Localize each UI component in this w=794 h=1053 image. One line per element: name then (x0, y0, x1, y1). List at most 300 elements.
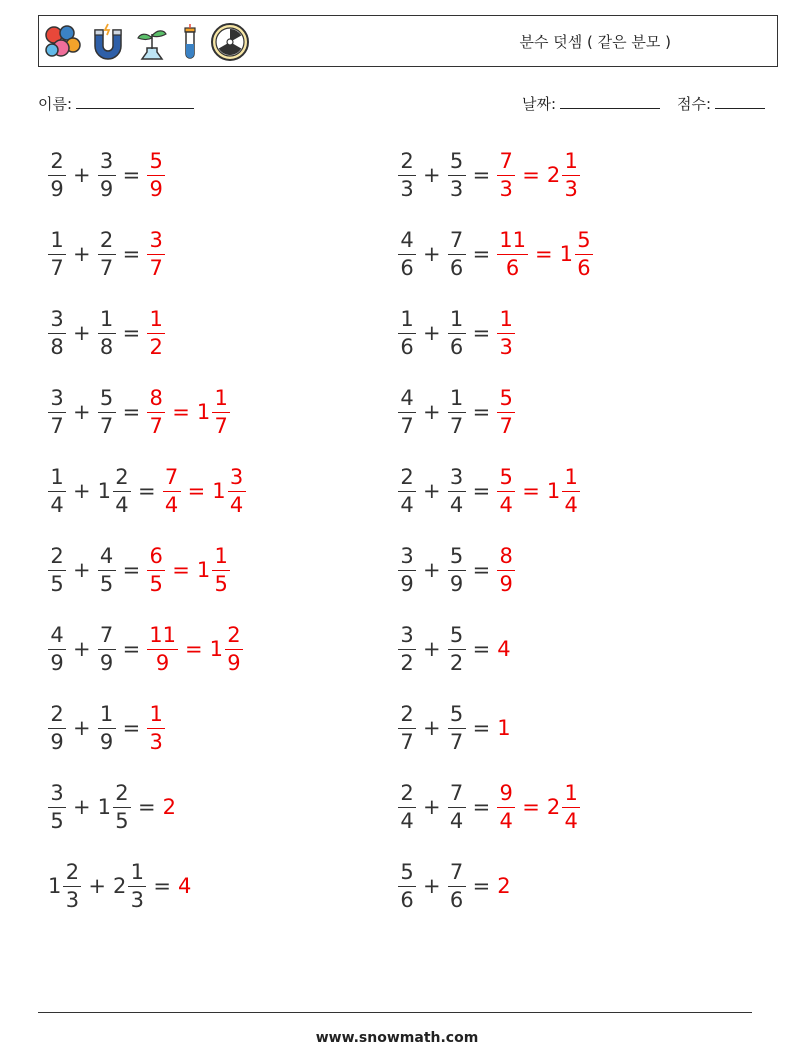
answer-equals-sign: = (522, 163, 540, 187)
answer-number (495, 874, 510, 898)
name-field[interactable] (38, 93, 194, 114)
problem-item (396, 535, 517, 605)
answer-fraction (575, 227, 593, 280)
addend-b-number (446, 780, 468, 833)
addend-a-fraction (398, 543, 416, 596)
addend-a-denominator: 6 (400, 334, 414, 359)
addend-a-numerator: 3 (48, 388, 66, 413)
answer (495, 874, 510, 898)
equals-sign: = (122, 558, 141, 582)
answer-number (145, 148, 167, 201)
addend-b-number (96, 148, 118, 201)
addend-b-fraction (113, 464, 131, 517)
answer-number (145, 385, 167, 438)
addend-b-number (446, 227, 468, 280)
problem-item (46, 377, 232, 447)
problem-item (46, 140, 167, 210)
answer-denominator: 9 (499, 571, 513, 596)
answer-denominator: 5 (149, 571, 163, 596)
answer-number (145, 622, 180, 675)
plus-sign: + (73, 321, 91, 345)
answer-numerator: 3 (228, 467, 246, 492)
addend-a-numerator: 2 (48, 704, 66, 729)
equals-sign: = (137, 795, 156, 819)
answer-numerator: 7 (163, 467, 181, 492)
problem-item (396, 298, 517, 368)
addend-b-number (96, 464, 133, 517)
addend-b-numerator: 7 (98, 625, 116, 650)
answer (145, 385, 232, 438)
answer-number (495, 227, 530, 280)
addend-b-fraction (448, 227, 466, 280)
addend-b-numerator: 1 (448, 388, 466, 413)
answer (145, 306, 167, 359)
equals-sign: = (122, 637, 141, 661)
answer-whole: 1 (196, 400, 211, 424)
addend-b-fraction (448, 701, 466, 754)
equals-sign: = (472, 163, 491, 187)
answer-denominator: 3 (564, 176, 578, 201)
addend-a-denominator: 9 (50, 176, 64, 201)
answer-number (495, 464, 517, 517)
addend-a-denominator: 5 (50, 808, 64, 833)
plus-sign: + (423, 558, 441, 582)
date-field[interactable] (522, 93, 660, 114)
plus-sign: + (423, 400, 441, 424)
addend-a-fraction (398, 464, 416, 517)
score-label: 점수: (677, 95, 712, 113)
answer-denominator: 7 (149, 413, 163, 438)
addend-a-fraction (398, 622, 416, 675)
addend-a-denominator: 4 (400, 492, 414, 517)
equals-sign: = (472, 400, 491, 424)
answer (145, 227, 167, 280)
addend-b-denominator: 4 (115, 492, 129, 517)
addend-a-numerator: 2 (398, 151, 416, 176)
answer-equals-sign: = (172, 400, 190, 424)
equals-sign: = (472, 795, 491, 819)
addend-b-numerator: 2 (98, 230, 116, 255)
addend-b-denominator: 3 (449, 176, 464, 201)
answer-numerator: 5 (497, 388, 515, 413)
answer-fraction (225, 622, 243, 675)
addend-a-fraction (48, 622, 66, 675)
answer-number (558, 227, 595, 280)
answer-whole: 1 (209, 637, 223, 661)
addend-a-fraction (398, 780, 416, 833)
problem-item (46, 298, 167, 368)
answer-whole: 2 (162, 795, 176, 819)
answer-whole: 4 (497, 637, 511, 661)
equals-sign: = (122, 400, 141, 424)
answer-fraction (497, 227, 528, 280)
addend-a-denominator: 3 (65, 887, 80, 912)
addend-a-denominator: 6 (400, 887, 414, 912)
addend-a-number (396, 385, 418, 438)
answer-fraction (163, 464, 181, 517)
addend-a-number (396, 622, 418, 675)
answer-fraction (147, 622, 178, 675)
score-blank-line[interactable] (715, 94, 765, 109)
problem-item (46, 456, 248, 526)
addend-a-fraction (398, 227, 416, 280)
answer (495, 716, 510, 740)
answer-whole: 1 (212, 479, 226, 503)
answer-number (161, 464, 183, 517)
worksheet-title: 분수 덧셈 ( 같은 분모 ) (519, 33, 671, 51)
problem-item (396, 377, 517, 447)
answer-fraction (497, 385, 515, 438)
plus-sign: + (73, 242, 91, 266)
addend-b-number (446, 701, 468, 754)
equals-sign: = (122, 716, 141, 740)
problem-item (396, 219, 595, 289)
worksheet-header (38, 15, 778, 67)
answer-denominator: 4 (564, 492, 578, 517)
answer-denominator: 4 (164, 492, 179, 517)
addend-b-fraction (448, 780, 466, 833)
addend-a-fraction (48, 701, 66, 754)
answer (495, 227, 595, 280)
addend-a-number (46, 780, 68, 833)
addend-b-number (446, 543, 468, 596)
answer-whole: 4 (177, 874, 192, 898)
answer-fraction (147, 543, 165, 596)
name-blank-line[interactable] (76, 94, 194, 109)
answer-numerator: 7 (497, 151, 515, 176)
answer-denominator: 4 (499, 808, 513, 833)
answer-numerator: 1 (147, 309, 165, 334)
addend-a-numerator: 3 (48, 309, 66, 334)
addend-a-denominator: 6 (400, 255, 414, 280)
answer-fraction (147, 306, 165, 359)
answer-number (545, 464, 582, 517)
answer-numerator: 1 (562, 151, 580, 176)
problem-item (396, 456, 582, 526)
addend-a-fraction (48, 780, 66, 833)
equals-sign: = (472, 242, 491, 266)
answer-fraction (562, 148, 580, 201)
problem-item (46, 772, 176, 842)
addend-b-numerator: 5 (448, 704, 466, 729)
addend-b-fraction (448, 306, 466, 359)
plus-sign: + (73, 558, 91, 582)
answer-number (145, 543, 167, 596)
addend-b-number (446, 306, 468, 359)
addend-b-fraction (448, 464, 466, 517)
answer-whole: 2 (546, 163, 561, 187)
addend-b-number (446, 148, 468, 201)
answer (145, 148, 167, 201)
plus-sign: + (73, 716, 91, 740)
answer-denominator: 4 (499, 492, 513, 517)
addend-b-whole: 1 (97, 479, 111, 503)
answer-number (161, 795, 176, 819)
answer-fraction (212, 385, 230, 438)
answer-denominator: 6 (505, 255, 520, 280)
plus-sign: + (73, 637, 91, 661)
answer-equals-sign: = (534, 242, 553, 266)
addend-b-numerator: 5 (448, 546, 466, 571)
answer-fraction (147, 701, 165, 754)
addend-a-number (396, 859, 418, 912)
addend-a-numerator: 3 (398, 546, 416, 571)
addend-b-whole: 1 (97, 795, 111, 819)
answer-numerator: 2 (225, 625, 243, 650)
plus-sign: + (73, 479, 91, 503)
addend-b-number (96, 543, 118, 596)
addend-b-denominator: 9 (99, 729, 114, 754)
addend-b-number (96, 306, 118, 359)
addend-b-fraction (98, 385, 116, 438)
addend-a-numerator: 3 (398, 625, 416, 650)
addend-a-denominator: 5 (50, 571, 64, 596)
addend-b-number (96, 227, 118, 280)
answer-numerator: 5 (147, 151, 165, 176)
answer-denominator: 7 (214, 413, 228, 438)
answer-fraction (147, 385, 165, 438)
addend-b-numerator: 1 (448, 309, 466, 334)
answer-denominator: 4 (229, 492, 244, 517)
addend-a-number (396, 306, 418, 359)
answer-fraction (497, 780, 515, 833)
addend-b-denominator: 5 (115, 808, 129, 833)
addend-b-denominator: 9 (449, 571, 464, 596)
addend-a-number (46, 148, 68, 201)
answer-numerator: 1 (212, 388, 230, 413)
answer-numerator: 5 (575, 230, 593, 255)
addend-b-fraction (448, 148, 466, 201)
equals-sign: = (472, 479, 491, 503)
answer-fraction (497, 306, 515, 359)
answer-denominator: 7 (499, 413, 513, 438)
answer-numerator: 1 (562, 783, 580, 808)
answer-number (145, 701, 167, 754)
answer-number (495, 637, 510, 661)
addend-a-numerator: 1 (398, 309, 416, 334)
problem-item (396, 140, 582, 210)
answer-numerator: 1 (562, 467, 580, 492)
answer-number (208, 622, 245, 675)
answer (145, 622, 245, 675)
addend-b-numerator: 5 (448, 151, 466, 176)
answer-fraction (497, 464, 515, 517)
addend-b-fraction (448, 543, 466, 596)
answer (145, 701, 167, 754)
addend-a-denominator: 7 (50, 255, 64, 280)
addend-b-fraction (98, 543, 116, 596)
radiation-icon (209, 21, 251, 63)
answer-numerator: 1 (497, 309, 515, 334)
addend-a-denominator: 4 (400, 808, 414, 833)
answer-whole: 1 (546, 479, 561, 503)
answer-numerator: 1 (212, 546, 230, 571)
answer-number (145, 306, 167, 359)
answer-numerator: 8 (147, 388, 165, 413)
addend-b-number (446, 464, 468, 517)
equals-sign: = (472, 558, 491, 582)
answer-number (495, 306, 517, 359)
addend-a-number (46, 543, 68, 596)
answer-denominator: 9 (227, 650, 241, 675)
addend-b-numerator: 7 (448, 230, 466, 255)
addend-b-denominator: 8 (99, 334, 114, 359)
addend-a-number (46, 385, 68, 438)
addend-b-numerator: 4 (98, 546, 116, 571)
answer (495, 464, 582, 517)
addend-a-fraction (63, 859, 81, 912)
addend-a-fraction (48, 543, 66, 596)
answer-denominator: 9 (149, 176, 163, 201)
addend-b-fraction (448, 622, 466, 675)
addend-a-number (46, 859, 83, 912)
answer (495, 543, 517, 596)
addend-a-denominator: 3 (400, 176, 414, 201)
addend-b-whole: 2 (112, 874, 127, 898)
plus-sign: + (423, 637, 441, 661)
answer-denominator: 3 (499, 176, 513, 201)
problem-item (396, 851, 511, 921)
addend-a-numerator: 1 (48, 230, 66, 255)
answer-number (495, 716, 510, 740)
answer-fraction (497, 543, 515, 596)
problem-item (46, 535, 232, 605)
answer-fraction (212, 543, 230, 596)
answer-whole: 1 (497, 716, 511, 740)
answer-number (495, 543, 517, 596)
addend-a-denominator: 9 (400, 571, 414, 596)
answer-numerator: 11 (147, 625, 178, 650)
addend-b-number (111, 859, 148, 912)
addend-a-fraction (48, 306, 66, 359)
plus-sign: + (423, 242, 441, 266)
addend-a-whole: 1 (48, 874, 62, 898)
answer-whole: 2 (546, 795, 561, 819)
addend-b-denominator: 4 (449, 492, 464, 517)
addend-a-denominator: 9 (50, 729, 64, 754)
score-field[interactable] (677, 93, 765, 114)
equals-sign: = (122, 321, 141, 345)
date-blank-line[interactable] (560, 94, 660, 109)
problem-item (396, 614, 511, 684)
answer-numerator: 5 (497, 467, 515, 492)
problem-item (46, 851, 191, 921)
answer-number (495, 385, 517, 438)
addend-b-numerator: 1 (128, 862, 146, 887)
addend-a-numerator: 3 (48, 783, 66, 808)
answer-equals-sign: = (184, 637, 203, 661)
addend-a-denominator: 9 (50, 650, 64, 675)
answer (495, 780, 582, 833)
plus-sign: + (423, 321, 441, 345)
answer (495, 148, 582, 201)
addend-a-numerator: 5 (398, 862, 416, 887)
addend-a-number (396, 543, 418, 596)
addend-a-numerator: 2 (398, 704, 416, 729)
answer-number (545, 148, 582, 201)
addend-b-numerator: 3 (98, 151, 116, 176)
addend-a-number (396, 148, 418, 201)
addend-b-numerator: 3 (448, 467, 466, 492)
plus-sign: + (73, 795, 91, 819)
addend-a-number (396, 780, 418, 833)
plus-sign: + (73, 400, 91, 424)
answer (145, 543, 232, 596)
answer (176, 874, 191, 898)
addend-a-fraction (398, 701, 416, 754)
answer (495, 306, 517, 359)
equals-sign: = (472, 716, 491, 740)
addend-a-number (396, 701, 418, 754)
addend-b-fraction (448, 385, 466, 438)
addend-b-numerator: 2 (113, 467, 131, 492)
addend-a-fraction (48, 464, 66, 517)
addend-b-denominator: 9 (99, 176, 114, 201)
addend-b-numerator: 1 (98, 704, 116, 729)
answer-equals-sign: = (522, 795, 540, 819)
addend-a-fraction (398, 859, 416, 912)
answer (161, 464, 248, 517)
addend-b-numerator: 2 (113, 783, 131, 808)
addend-a-denominator: 7 (400, 729, 414, 754)
answer-equals-sign: = (172, 558, 190, 582)
addend-a-denominator: 8 (50, 334, 64, 359)
answer (495, 385, 517, 438)
addend-a-fraction (48, 385, 66, 438)
addend-a-numerator: 2 (48, 151, 66, 176)
equals-sign: = (472, 321, 491, 345)
answer-number (545, 780, 582, 833)
addend-a-numerator: 2 (48, 546, 66, 571)
plus-sign: + (423, 716, 441, 740)
plant-flask-icon (133, 22, 171, 62)
answer-denominator: 6 (577, 255, 591, 280)
answer-number (495, 780, 517, 833)
addend-b-number (96, 701, 118, 754)
addend-a-numerator: 4 (398, 388, 416, 413)
addend-a-number (396, 464, 418, 517)
addend-a-number (46, 701, 68, 754)
answer-numerator: 6 (147, 546, 165, 571)
footer-divider (38, 1012, 752, 1013)
answer-number (145, 227, 167, 280)
addend-b-denominator: 2 (449, 650, 464, 675)
addend-a-denominator: 7 (400, 413, 414, 438)
answer-fraction (147, 227, 165, 280)
addend-b-fraction (98, 227, 116, 280)
addend-b-number (446, 622, 468, 675)
answer-numerator: 11 (497, 230, 528, 255)
plus-sign: + (423, 163, 441, 187)
date-label: 날짜: (522, 95, 557, 113)
addend-a-denominator: 2 (400, 650, 414, 675)
plus-sign: + (88, 874, 106, 898)
equals-sign: = (472, 637, 491, 661)
problem-item (46, 219, 167, 289)
answer-whole: 1 (559, 242, 573, 266)
addend-b-denominator: 7 (449, 413, 464, 438)
addend-b-fraction (113, 780, 131, 833)
answer-denominator: 2 (149, 334, 163, 359)
problem-item (396, 693, 511, 763)
addend-b-denominator: 9 (99, 650, 114, 675)
answer-fraction (497, 148, 515, 201)
addend-a-number (46, 622, 68, 675)
addend-b-number (446, 859, 468, 912)
addend-a-numerator: 2 (398, 467, 416, 492)
answer-numerator: 3 (147, 230, 165, 255)
addend-b-fraction (98, 306, 116, 359)
